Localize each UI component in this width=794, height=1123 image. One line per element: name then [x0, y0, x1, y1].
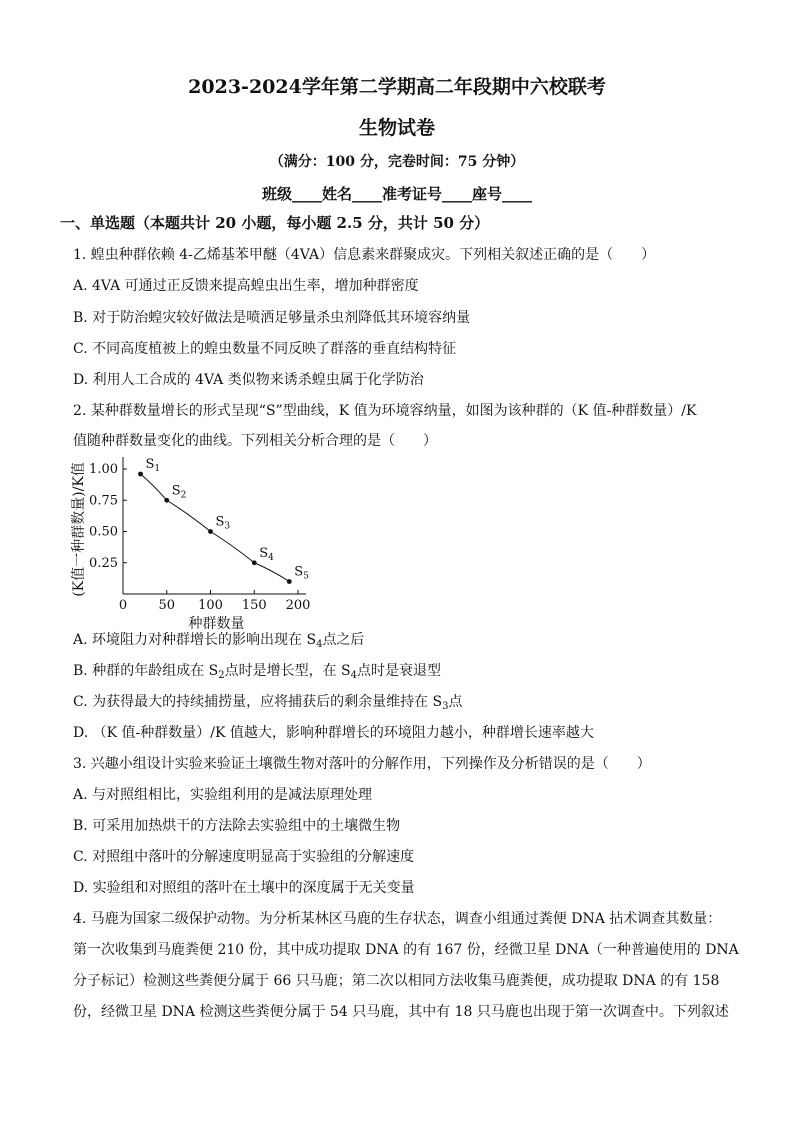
- point-label: $S_4$: [259, 545, 274, 563]
- q3-option-a: A. 与对照组相比，实验组利用的是减法原理处理: [73, 787, 373, 803]
- q2-chart: [60, 422, 320, 632]
- q4-line1: 4. 马鹿为国家二级保护动物。为分析某林区马鹿的生存状态，调查小组通过粪便 DNA 拈术调查其数量：: [73, 911, 722, 927]
- y-tick-label: 0.75: [89, 493, 118, 509]
- data-point: [208, 529, 213, 534]
- q2-option-a: A. 环境阻力对种群增长的影响出现在 $S_4$点之后: [73, 632, 365, 650]
- q3-stem: 3. 兴趣小组设计实验来验证土壤微生物对落叶的分解作用，下列操作及分析错误的是（ ）: [73, 756, 651, 772]
- x-tick-label: 50: [158, 598, 176, 613]
- q3-option-b: B. 可采用加热烘干的方法除去实验组中的土壤微生物: [73, 818, 401, 834]
- y-tick-label: 0.50: [89, 524, 118, 540]
- section-heading: 一、单选题（本题共计 20 小题，每小题 2.5 分，共计 50 分）: [60, 214, 490, 232]
- exam-subtitle: 生物试卷: [358, 117, 435, 139]
- x-axis-label: 种群数量: [188, 616, 245, 632]
- exam-info: （满分：100 分，完卷时间：75 分钟）: [269, 154, 525, 170]
- point-label: $S_1$: [145, 457, 161, 474]
- y-axis-label: (K值一种群数量)/K值: [71, 462, 87, 597]
- q1-option-c: C. 不同高度植被上的蝗虫数量不同反映了群落的垂直结构特征: [73, 341, 457, 357]
- q1-option-b: B. 对于防治蝗灾较好做法是喷洒足够量杀虫剂降低其环境容纳量: [73, 310, 471, 326]
- point-label: $S_5$: [294, 564, 309, 582]
- data-point: [164, 498, 169, 503]
- x-tick-label: 200: [285, 598, 311, 613]
- x-tick-label: 0: [118, 598, 128, 613]
- q1-stem: 1. 蝗虫种群依赖 4-乙烯基苯甲醚（4VA）信息素来群聚成灾。下列相关叙述正确的是（ ）: [73, 247, 656, 263]
- q4-line2: 第一次收集到马鹿粪便 210 份，其中成功提取 DNA 的有 167 份，经微卫星 DNA（一种普遍使用的 DNA: [73, 942, 739, 958]
- data-point: [138, 472, 143, 477]
- y-tick-label: 1.00: [89, 462, 118, 477]
- exam-title: 2023-2024学年第二学期高二年段期中六校联考: [188, 76, 606, 98]
- q3-option-c: C. 对照组中落叶的分解速度明显高于实验组的分解速度: [73, 849, 415, 865]
- data-point: [287, 579, 292, 584]
- x-tick-label: 150: [241, 598, 267, 613]
- y-tick-label: 0.25: [89, 555, 118, 571]
- q2-option-b: B. 种群的年龄组成在 $S_2$点时是增长型，在 $S_4$点时是衰退型: [73, 663, 442, 681]
- q2-stem-line2: 值随种群数量变化的曲线。下列相关分析合理的是（ ）: [73, 433, 437, 449]
- q2-option-c: C. 为获得最大的持续捕捞量，应将捕获后的剩余量维持在 $S_3$点: [73, 694, 463, 712]
- q4-line3: 分子标记）检测这些粪便分属于 66 只马鹿；第二次以相同方法收集马鹿粪便，成功提取 DNA 的有 158: [73, 973, 720, 989]
- q3-option-d: D. 实验组和对照组的落叶在土壤中的深度属于无关变量: [73, 880, 415, 896]
- student-fields: 班级____姓名____准考证号____座号____: [261, 185, 532, 203]
- q4-line4: 份，经微卫星 DNA 检测这些粪便分属于 54 只马鹿，其中有 18 只马鹿也出现于第一次调查中。下列叙述: [73, 1004, 729, 1020]
- q2-stem-line1: 2. 某种群数量增长的形式呈现“S”型曲线，K 值为环境容纳量，如图为该种群的（K 值-种群数量）/K: [73, 403, 697, 419]
- x-tick-label: 100: [198, 598, 223, 613]
- point-label: $S_3$: [215, 514, 231, 532]
- q2-option-d: D. （K 值-种群数量）/K 值越大，影响种群增长的环境阻力越小，种群增长速率越大: [73, 725, 594, 741]
- data-point: [252, 560, 257, 565]
- q1-option-a: A. 4VA 可通过正反馈来提高蝗虫出生率，增加种群密度: [73, 278, 419, 294]
- q1-option-d: D. 利用人工合成的 4VA 类似物来诱杀蝗虫属于化学防治: [73, 372, 424, 388]
- point-label: $S_2$: [171, 483, 187, 501]
